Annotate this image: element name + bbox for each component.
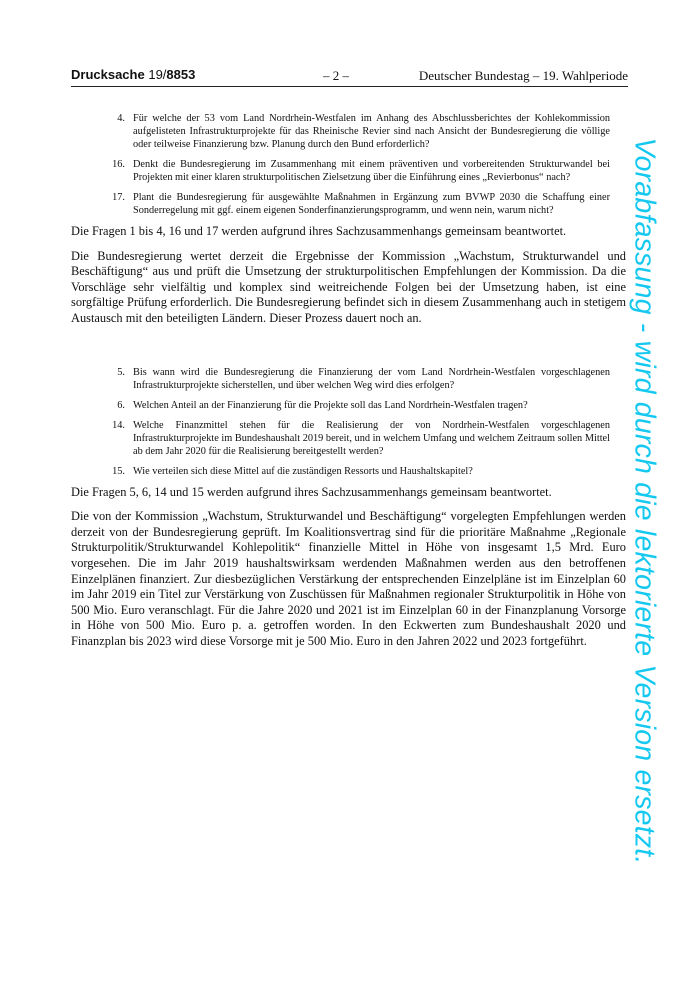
question-item xyxy=(71,366,610,392)
answer-paragraph: Die Fragen 1 bis 4, 16 und 17 werden aufgrund ihres Sachzusammenhangs gemeinsam beantwortet. xyxy=(71,224,567,238)
question-number: 15. xyxy=(112,465,125,477)
publisher: Deutscher Bundestag – 19. Wahlperiode xyxy=(418,68,628,83)
document-number-prefix: 19/ xyxy=(148,67,167,82)
question-text: Für welche der 53 vom Land Nordrhein-Westfalen im Anhang des Abschlussberichtes der Kohlekommission aufgelisteten Infrastrukturprojekte für das Rheinische Revier sind nach Ansicht der Bundesregierung die völlige oder teilweise Finanzierung bzw. Planung durch den Bund erforderlich? xyxy=(133,113,610,150)
question-text: Bis wann wird die Bundesregierung die Finanzierung der vom Land Nordrhein-Westfalen vorgeschlagenen Infrastrukturprojekte sicherstellen, und über welchen Weg wird dies erfolgen? xyxy=(133,366,610,391)
question-text: Welche Finanzmittel stehen für die Realisierung der von Nordrhein-Westfalen vorgeschlagenen Infrastrukturprojekte im Bundeshaushalt 2019 bereit, und in welchem Umfang und welchem Zeitraum sollen Mittel ab dem Jahr 2020 für die Realisierung bereitgestellt werden? xyxy=(133,419,610,457)
question-text: Denkt die Bundesregierung im Zusammenhang mit einem präventiven und vorbereitenden Strukturwandel bei Projekten mit einer klaren strukturpolitischen Zielsetzung über die Einführung eines „Revierbonus“ nach? xyxy=(133,159,610,183)
question-item xyxy=(71,399,610,412)
watermark-text: Vorabfassung - wird durch die lektorierte Version ersetzt. xyxy=(628,137,661,865)
page-body xyxy=(71,112,626,659)
question-item xyxy=(71,465,610,478)
question-text: Welchen Anteil an der Finanzierung für die Projekte soll das Land Nordrhein-Westfalen tragen? xyxy=(133,399,528,411)
page-number: – 2 – xyxy=(323,68,349,83)
answer-paragraph: Die Fragen 5, 6, 14 und 15 werden aufgrund ihres Sachzusammenhangs gemeinsam beantwortet. xyxy=(71,484,552,499)
document-number xyxy=(71,67,195,82)
answer-paragraph: Die von der Kommission „Wachstum, Strukturwandel und Beschäftigung“ vorgelegten Empfehlungen werden derzeit von der Bundesregierung geprüft. Im Koalitionsvertrag sind für die prioritäre Maßnahme „Regionale Strukturpolitik/Strukturwandel Kohlepolitik“ finanzielle Mittel in Höhe von insgesamt 1,5 Mrd. Euro vorgesehen. Die im Jahr 2019 haushaltswirksam werdenden Maßnahmen werden aus den betroffenen Einzelplänen finanziert. Zur diesbezüglichen Verstärkung der entsprechenden Einzelpläne ist im Einzelplan 60 im Jahr 2019 ein Titel zur Verstärkung von Zuschüssen für Maßnahmen regionaler Strukturpolitik in Höhe von 500 Mio. Euro veranschlagt. Für die Jahre 2020 und 2021 ist im Einzelplan 60 in der Finanzplanung Vorsorge in Höhe von 500 Mio. Euro p. a. getroffen worden. In den Eckwerten zum Bundeshaushalt 2020 und Finanzplan bis 2023 wird diese Vorsorge mit je 500 Mio. Euro in den Jahren 2022 und 2023 fortgeführt. xyxy=(71,509,626,648)
answer-paragraph: Die Bundesregierung wertet derzeit die Ergebnisse der Kommission „Wachstum, Strukturwandel und Beschäftigung“ aus und prüft die Umsetzung der strukturpolitischen Empfehlungen der Kommission. Da die Vorschläge sehr vielfältig und komplex sind weitreichende Folgen bei der Umsetzung haben, ist eine sorgfältige Prüfung erforderlich. Die Bundesregierung befindet sich in diesem Zusammenhang auch in stetigem Austausch mit den beteiligten Ländern. Dieser Prozess dauert noch an. xyxy=(71,248,626,325)
question-item xyxy=(71,158,610,184)
question-text: Wie verteilen sich diese Mittel auf die zuständigen Ressorts und Haushaltskapitel? xyxy=(133,465,473,477)
question-number: 17. xyxy=(112,192,125,203)
question-number: 5. xyxy=(117,366,125,378)
document-number-value: 8853 xyxy=(166,67,196,82)
question-item xyxy=(71,191,610,217)
question-item xyxy=(71,419,610,458)
draft-watermark xyxy=(609,90,679,912)
question-number: 16. xyxy=(112,159,125,170)
question-number: 4. xyxy=(117,113,125,124)
document-label: Drucksache xyxy=(71,67,145,82)
question-number: 14. xyxy=(112,419,125,431)
question-number: 6. xyxy=(117,399,125,411)
question-text: Plant die Bundesregierung für ausgewählte Maßnahmen in Ergänzung zum BVWP 2030 die Schaffung einer Sonderregelung mit ggf. einem eigenen Sonderfinanzierungsprogramm, und wenn nein, warum nicht? xyxy=(133,192,610,216)
question-item xyxy=(71,112,610,151)
page-header xyxy=(71,66,628,87)
